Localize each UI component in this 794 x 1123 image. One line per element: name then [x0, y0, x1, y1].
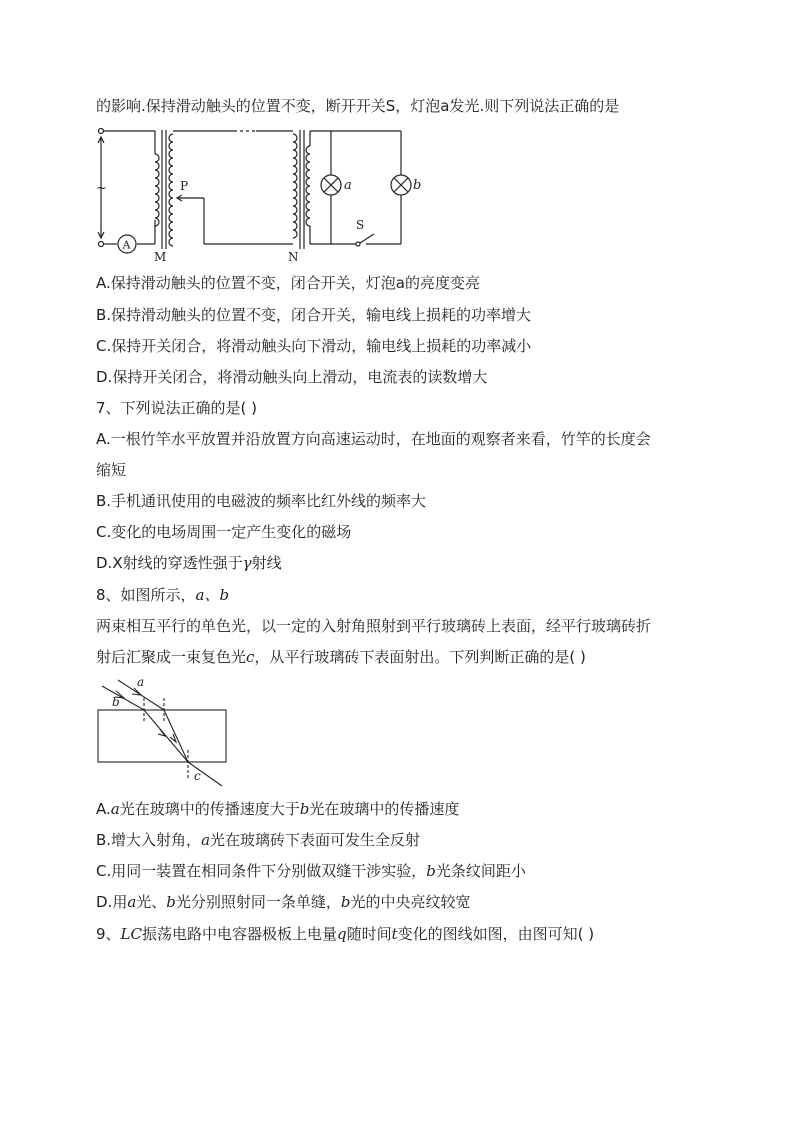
label-lamp-b: b [413, 178, 422, 193]
label-ray-b: b [112, 695, 120, 709]
label-switch-s: S [356, 218, 365, 232]
switch-s-icon [360, 234, 374, 243]
label-p: P [180, 179, 189, 193]
label-ray-c: c [194, 769, 201, 783]
q9-stem: 9、LC振荡电路中电容器极板上电量q随时间t变化的图线如图，由图可知( ) [96, 925, 595, 943]
q7-option-a-line2: 缩短 [96, 461, 127, 479]
glass-slab [98, 710, 226, 762]
label-ray-a: a [137, 675, 145, 689]
q8-stem: 8、如图所示，a、b [96, 586, 230, 604]
step-down-primary-coil-icon [293, 134, 297, 238]
q6-option-c: C.保持开关闭合，将滑动触头向下滑动，输电线上损耗的功率减小 [96, 337, 532, 355]
label-lamp-a: a [344, 178, 352, 193]
q7-stem: 7、下列说法正确的是( ) [96, 399, 258, 417]
label-n: N [288, 250, 299, 264]
q8-option-d: D.用a光、b光分别照射同一条单缝，b光的中央亮纹较宽 [96, 893, 471, 911]
primary-coil-icon [155, 154, 159, 226]
switch-s-pivot [356, 242, 360, 246]
q6-stem: 的影响.保持滑动触头的位置不变，断开开关S，灯泡a发光.则下列说法正确的是 [96, 97, 620, 115]
source-terminal-top [99, 129, 104, 134]
label-source: ~ [96, 181, 107, 196]
q8-stem-line2: 两束相互平行的单色光，以一定的入射角照射到平行玻璃砖上表面，经平行玻璃砖折 [96, 617, 652, 635]
q6-option-b: B.保持滑动触头的位置不变，闭合开关，输电线上损耗的功率增大 [96, 306, 532, 324]
q8-option-a: A.a光在玻璃中的传播速度大于b光在玻璃中的传播速度 [96, 800, 460, 818]
q7-option-b: B.手机通讯使用的电磁波的频率比红外线的频率大 [96, 492, 427, 510]
q6-option-a: A.保持滑动触头的位置不变，闭合开关，灯泡a的亮度变亮 [96, 274, 480, 292]
q7-option-d: D.X射线的穿透性强于γ射线 [96, 554, 282, 572]
q8-glass-slab-figure [94, 674, 234, 790]
source-terminal-bottom [99, 242, 104, 247]
q8-option-c: C.用同一装置在相同条件下分别做双缝干涉实验，b光条纹间距小 [96, 862, 526, 880]
q6-option-d: D.保持开关闭合，将滑动触头向上滑动，电流表的读数增大 [96, 368, 488, 386]
label-m: M [154, 250, 167, 264]
q6-circuit-figure [94, 124, 422, 264]
q8-option-b: B.增大入射角，a光在玻璃砖下表面可发生全反射 [96, 831, 421, 849]
step-down-secondary-coil-icon [306, 146, 310, 226]
q7-option-a-line1: A.一根竹竿水平放置并沿放置方向高速运动时，在地面的观察者来看，竹竿的长度会 [96, 430, 651, 448]
label-ammeter: A [122, 238, 131, 252]
q8-stem-line3: 射后汇聚成一束复色光c，从平行玻璃砖下表面射出。下列判断正确的是( ) [96, 648, 586, 666]
step-up-secondary-coil-icon [169, 134, 173, 246]
q7-option-c: C.变化的电场周围一定产生变化的磁场 [96, 523, 352, 541]
